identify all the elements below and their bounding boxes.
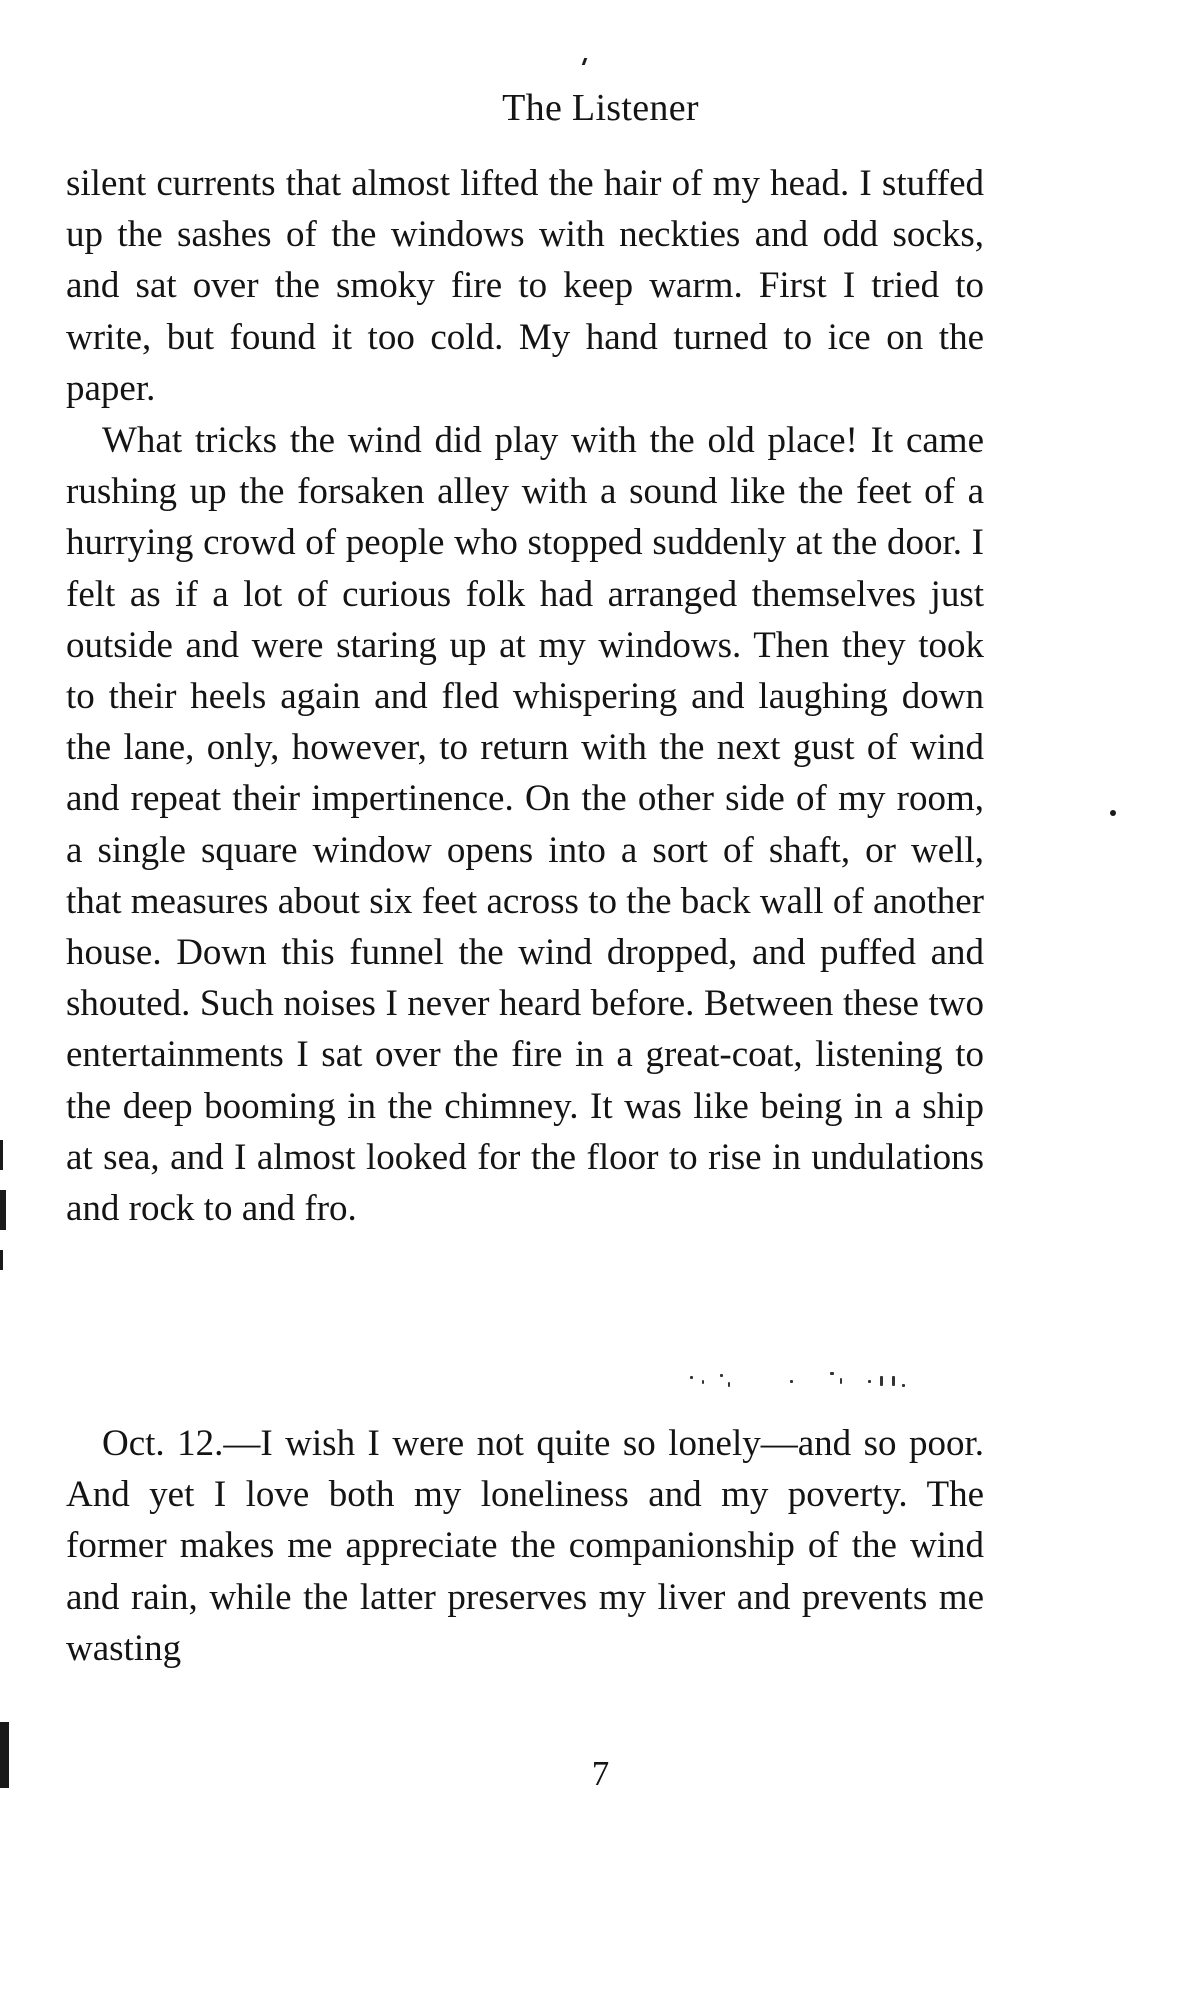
- scan-edge-mark: [0, 1190, 6, 1230]
- paragraph-text: Oct. 12.—I wish I were not quite so lonely—and so poor. And yet I love both my loneliness and my poverty. The former makes me appreciate the companionship of the wind and rain, while the latter preserves my liver and prevents me wasting: [66, 1423, 984, 1669]
- scan-specks: [680, 1368, 980, 1392]
- paragraph-text: What tricks the wind did play with the old place! It came rushing up the forsaken alley with a sound like the feet of a hurrying crowd of people who stopped suddenly at the door. I felt as if a lot of curious folk had arranged themselves just outside and were staring up at my windows. Then they took to their heels again and fled whispering and laughing down the lane, only, however, to return with the next gust of wind and repeat their impertinence. On the other side of my room, a single square window opens into a sort of shaft, or well, that measures about six feet across to the back wall of another house. Down this funnel the wind dropped, and puffed and shouted. Such noises I never heard before. Between these two entertainments I sat over the fire in a great-coat, listening to the deep booming in the chimney. It was like being in a ship at sea, and I almost looked for the floor to rise in undulations and rock to and fro.: [66, 420, 984, 1230]
- body-paragraph-diary-entry: [66, 1418, 984, 1674]
- running-head: The Listener: [502, 87, 699, 129]
- scan-speck: [582, 58, 588, 65]
- scan-speck: [1110, 810, 1116, 816]
- body-paragraph: [66, 415, 984, 1234]
- scan-edge-mark: [0, 1250, 3, 1270]
- scan-edge-mark: [0, 1140, 3, 1170]
- scan-edge-mark: [0, 1722, 9, 1788]
- page-number: 7: [591, 1754, 610, 1793]
- paragraph-text: silent currents that almost lifted the hair of my head. I stuffed up the sashes of the windows with neckties and odd socks, and sat over the smoky fire to keep warm. First I tried to write, but found it too cold. My hand turned to ice on the paper.: [66, 163, 984, 409]
- body-paragraph-continued: [66, 158, 984, 414]
